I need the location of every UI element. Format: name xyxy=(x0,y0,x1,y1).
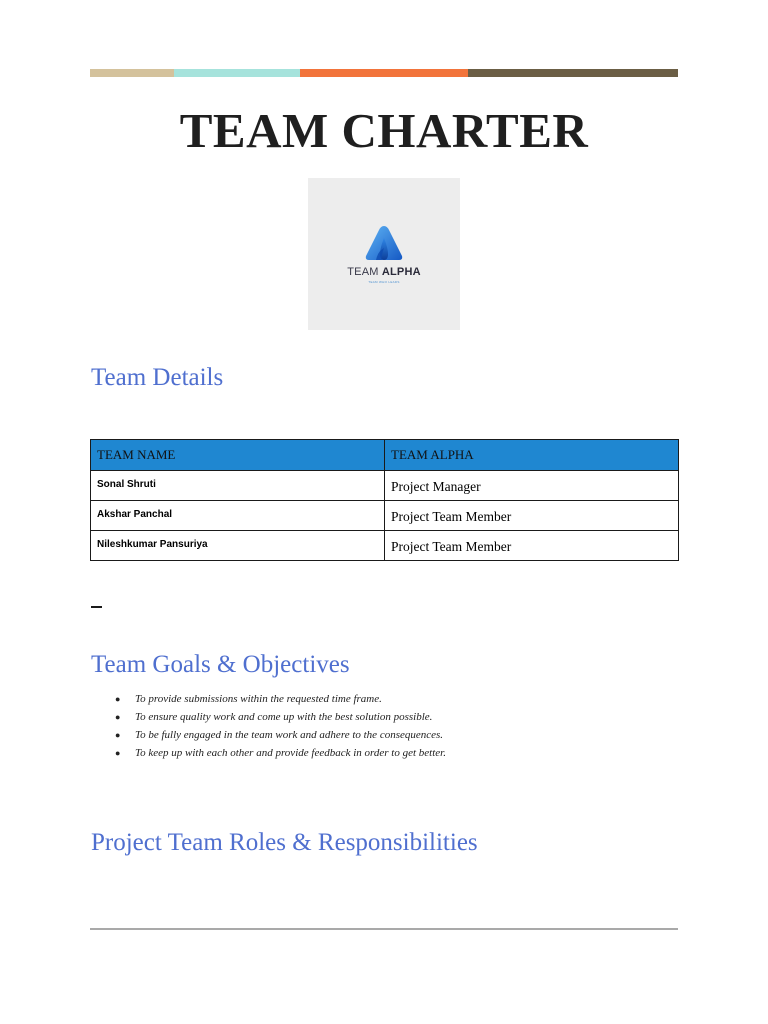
member-role: Project Manager xyxy=(385,471,679,501)
header-cell-team-name: TEAM NAME xyxy=(91,440,385,471)
team-details-heading: Team Details xyxy=(91,364,224,391)
goal-text: To ensure quality work and come up with the best solution possible. xyxy=(135,711,433,723)
list-item xyxy=(112,744,446,762)
list-item xyxy=(112,726,446,744)
goal-text: To keep up with each other and provide feedback in order to get better. xyxy=(135,747,446,759)
logo-tagline: TEAM WHO LEADS xyxy=(368,280,400,284)
footer-divider xyxy=(90,928,678,930)
list-item xyxy=(112,708,446,726)
table-row xyxy=(91,531,679,561)
table-row xyxy=(91,501,679,531)
triangle-logo-icon xyxy=(308,178,460,330)
member-name: Sonal Shruti xyxy=(91,471,385,501)
bullet-icon: ● xyxy=(115,712,121,722)
team-details-table xyxy=(90,439,679,561)
team-logo xyxy=(308,178,460,330)
roles-heading: Project Team Roles & Responsibilities xyxy=(91,829,478,856)
bullet-icon: ● xyxy=(115,694,121,704)
color-bar-segment-brown xyxy=(468,69,678,77)
bullet-icon: ● xyxy=(115,748,121,758)
bullet-icon: ● xyxy=(115,730,121,740)
color-bar-segment-orange xyxy=(300,69,468,77)
logo-wordmark xyxy=(308,266,460,278)
section-dash-divider xyxy=(91,606,102,608)
color-bar-segment-tan xyxy=(90,69,174,77)
logo-word-alpha: ALPHA xyxy=(381,266,421,278)
goal-text: To be fully engaged in the team work and adhere to the consequences. xyxy=(135,729,444,741)
page-title: TEAM CHARTER xyxy=(179,103,589,158)
header-color-bar xyxy=(90,69,678,77)
goals-heading: Team Goals & Objectives xyxy=(91,651,350,678)
logo-word-team: TEAM xyxy=(347,266,379,278)
member-name: Nileshkumar Pansuriya xyxy=(91,531,385,561)
member-role: Project Team Member xyxy=(385,531,679,561)
member-role: Project Team Member xyxy=(385,501,679,531)
member-name: Akshar Panchal xyxy=(91,501,385,531)
table-row xyxy=(91,471,679,501)
table-header-row xyxy=(91,440,679,471)
goals-list xyxy=(112,690,446,762)
list-item xyxy=(112,690,446,708)
color-bar-segment-aqua xyxy=(174,69,300,77)
header-cell-team-alpha: TEAM ALPHA xyxy=(385,440,679,471)
goal-text: To provide submissions within the requested time frame. xyxy=(135,693,382,705)
